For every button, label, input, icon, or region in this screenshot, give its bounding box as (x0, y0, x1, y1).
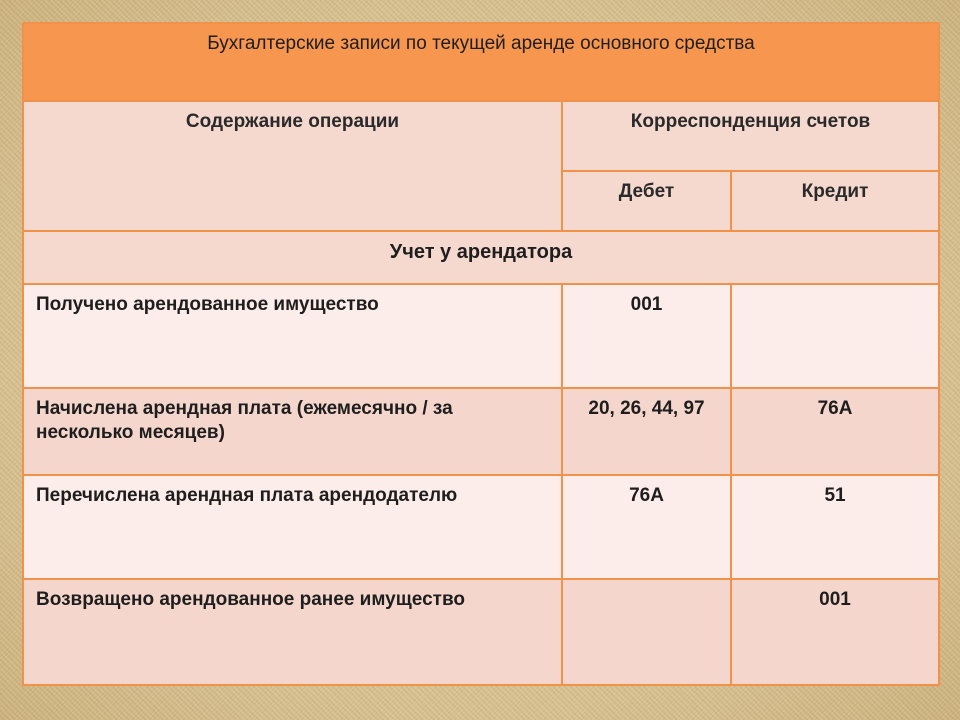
table-row (23, 579, 939, 685)
table-row (23, 388, 939, 475)
accounting-entries-table (22, 22, 940, 686)
header-correspondence: Корреспонденция счетов (562, 101, 939, 171)
title-row (23, 23, 939, 101)
debit-cell: 20, 26, 44, 97 (562, 388, 731, 475)
section-title: Учет у арендатора (23, 231, 939, 284)
header-debit: Дебет (562, 171, 731, 231)
credit-cell: 001 (731, 579, 939, 685)
operation-cell: Начислена арендная плата (ежемесячно / за несколько месяцев) (23, 388, 562, 475)
table-title: Бухгалтерские записи по текущей аренде основного средства (23, 23, 939, 101)
operation-cell: Получено арендованное имущество (23, 284, 562, 388)
table-row (23, 475, 939, 579)
accounting-entries-table-wrapper (22, 22, 938, 684)
credit-cell: 76А (731, 388, 939, 475)
operation-cell: Перечислена арендная плата арендодателю (23, 475, 562, 579)
credit-cell: 51 (731, 475, 939, 579)
credit-cell (731, 284, 939, 388)
header-credit: Кредит (731, 171, 939, 231)
table-row (23, 284, 939, 388)
debit-cell: 76А (562, 475, 731, 579)
section-row (23, 231, 939, 284)
header-operation: Содержание операции (23, 101, 562, 231)
debit-cell: 001 (562, 284, 731, 388)
header-row-1 (23, 101, 939, 171)
operation-cell: Возвращено арендованное ранее имущество (23, 579, 562, 685)
debit-cell (562, 579, 731, 685)
